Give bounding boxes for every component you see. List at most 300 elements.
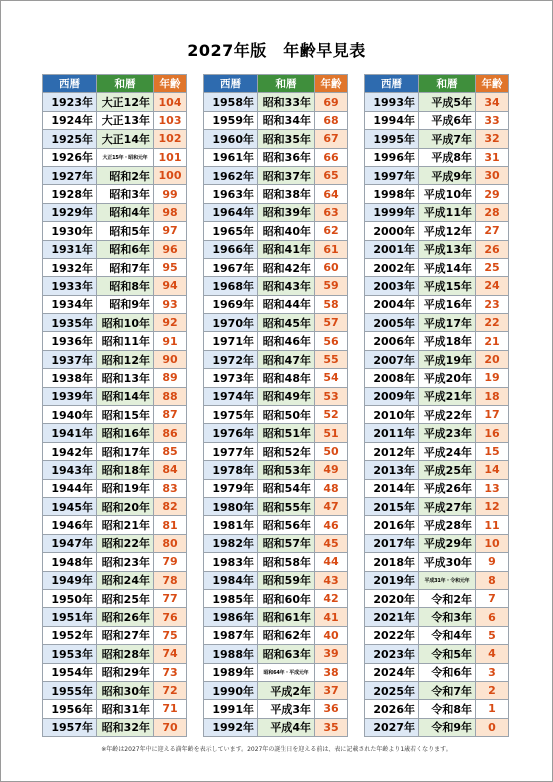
- western-year-cell: 2014年: [365, 479, 419, 497]
- japanese-era-cell: 平成4年: [258, 718, 315, 736]
- table-row: [204, 369, 348, 387]
- table-row: [43, 111, 187, 129]
- table-row: [365, 461, 509, 479]
- japanese-era-cell: 平成19年: [419, 350, 476, 368]
- japanese-era-cell: 昭和4年: [97, 203, 154, 221]
- western-year-cell: 2004年: [365, 295, 419, 313]
- japanese-era-cell: 昭和41年: [258, 240, 315, 258]
- age-cell: 24: [476, 277, 509, 295]
- western-year-cell: 1977年: [204, 442, 258, 460]
- age-cell: 27: [476, 222, 509, 240]
- western-year-cell: 1946年: [43, 516, 97, 534]
- age-cell: 12: [476, 497, 509, 515]
- table-row: [43, 626, 187, 644]
- western-year-cell: 1964年: [204, 203, 258, 221]
- japanese-era-cell: 令和8年: [419, 700, 476, 718]
- western-year-cell: 1985年: [204, 589, 258, 607]
- japanese-era-cell: 昭和11年: [97, 332, 154, 350]
- age-cell: 14: [476, 461, 509, 479]
- table-row: [204, 608, 348, 626]
- japanese-era-cell: 平成15年: [419, 277, 476, 295]
- japanese-era-cell: 昭和16年: [97, 424, 154, 442]
- western-year-cell: 2024年: [365, 663, 419, 681]
- age-cell: 17: [476, 406, 509, 424]
- table-row: [43, 718, 187, 736]
- age-cell: 58: [315, 295, 348, 313]
- japanese-era-cell: 昭和62年: [258, 626, 315, 644]
- japanese-era-cell: 昭和15年: [97, 406, 154, 424]
- japanese-era-cell: 昭和22年: [97, 534, 154, 552]
- western-year-cell: 1965年: [204, 222, 258, 240]
- table-row: [204, 424, 348, 442]
- table-row: [204, 516, 348, 534]
- japanese-era-cell: 昭和21年: [97, 516, 154, 534]
- table-row: [365, 240, 509, 258]
- western-year-cell: 1923年: [43, 93, 97, 111]
- japanese-era-cell: 令和9年: [419, 718, 476, 736]
- table-row: [204, 645, 348, 663]
- age-cell: 94: [154, 277, 187, 295]
- japanese-era-cell: 昭和50年: [258, 406, 315, 424]
- table-row: [43, 461, 187, 479]
- western-year-cell: 2003年: [365, 277, 419, 295]
- western-year-cell: 2015年: [365, 497, 419, 515]
- japanese-era-cell: 昭和37年: [258, 166, 315, 184]
- age-cell: 35: [315, 718, 348, 736]
- table-row: [365, 663, 509, 681]
- table-row: [204, 148, 348, 166]
- western-year-cell: 2022年: [365, 626, 419, 644]
- table-row: [204, 553, 348, 571]
- age-cell: 96: [154, 240, 187, 258]
- age-cell: 18: [476, 387, 509, 405]
- table-row: [43, 387, 187, 405]
- age-cell: 64: [315, 185, 348, 203]
- western-year-cell: 1926年: [43, 148, 97, 166]
- table-row: [204, 626, 348, 644]
- japanese-era-cell: 昭和34年: [258, 111, 315, 129]
- western-year-cell: 2019年: [365, 571, 419, 589]
- age-cell: 74: [154, 645, 187, 663]
- japanese-era-cell: 昭和27年: [97, 626, 154, 644]
- age-cell: 100: [154, 166, 187, 184]
- age-cell: 91: [154, 332, 187, 350]
- japanese-era-cell: 昭和44年: [258, 295, 315, 313]
- header-western-year: 西暦: [365, 75, 419, 93]
- table-row: [204, 718, 348, 736]
- japanese-era-cell: 昭和36年: [258, 148, 315, 166]
- western-year-cell: 1949年: [43, 571, 97, 589]
- header-age: 年齢: [476, 75, 509, 93]
- table-row: [204, 387, 348, 405]
- table-row: [365, 571, 509, 589]
- table-row: [365, 442, 509, 460]
- age-cell: 29: [476, 185, 509, 203]
- table-row: [365, 148, 509, 166]
- western-year-cell: 1987年: [204, 626, 258, 644]
- age-cell: 51: [315, 424, 348, 442]
- age-cell: 11: [476, 516, 509, 534]
- header-age: 年齢: [154, 75, 187, 93]
- table-row: [43, 148, 187, 166]
- western-year-cell: 2001年: [365, 240, 419, 258]
- western-year-cell: 2010年: [365, 406, 419, 424]
- western-year-cell: 1996年: [365, 148, 419, 166]
- age-cell: 32: [476, 130, 509, 148]
- header-age: 年齢: [315, 75, 348, 93]
- table-row: [43, 332, 187, 350]
- japanese-era-cell: 昭和49年: [258, 387, 315, 405]
- table-row: [204, 258, 348, 276]
- western-year-cell: 1937年: [43, 350, 97, 368]
- western-year-cell: 1956年: [43, 700, 97, 718]
- age-cell: 1: [476, 700, 509, 718]
- age-cell: 30: [476, 166, 509, 184]
- age-cell: 2: [476, 681, 509, 699]
- table-row: [365, 350, 509, 368]
- age-cell: 59: [315, 277, 348, 295]
- japanese-era-cell: 平成16年: [419, 295, 476, 313]
- japanese-era-cell: 平成21年: [419, 387, 476, 405]
- age-cell: 8: [476, 571, 509, 589]
- age-cell: 9: [476, 553, 509, 571]
- age-cell: 10: [476, 534, 509, 552]
- japanese-era-cell: 昭和61年: [258, 608, 315, 626]
- table-row: [43, 516, 187, 534]
- table-row: [43, 497, 187, 515]
- western-year-cell: 1961年: [204, 148, 258, 166]
- western-year-cell: 1963年: [204, 185, 258, 203]
- western-year-cell: 2021年: [365, 608, 419, 626]
- age-table-2: [203, 74, 348, 737]
- japanese-era-cell: 平成23年: [419, 424, 476, 442]
- japanese-era-cell: 昭和7年: [97, 258, 154, 276]
- western-year-cell: 1993年: [365, 93, 419, 111]
- japanese-era-cell: 昭和45年: [258, 314, 315, 332]
- japanese-era-cell: 昭和8年: [97, 277, 154, 295]
- age-cell: 42: [315, 589, 348, 607]
- table-row: [43, 571, 187, 589]
- age-cell: 78: [154, 571, 187, 589]
- table-row: [43, 700, 187, 718]
- japanese-era-cell: 平成8年: [419, 148, 476, 166]
- table-row: [365, 130, 509, 148]
- table-row: [43, 442, 187, 460]
- japanese-era-cell: 昭和18年: [97, 461, 154, 479]
- age-cell: 87: [154, 406, 187, 424]
- table-row: [43, 130, 187, 148]
- japanese-era-cell: 昭和14年: [97, 387, 154, 405]
- western-year-cell: 1988年: [204, 645, 258, 663]
- western-year-cell: 1979年: [204, 479, 258, 497]
- age-cell: 0: [476, 718, 509, 736]
- age-cell: 75: [154, 626, 187, 644]
- japanese-era-cell: 昭和30年: [97, 681, 154, 699]
- header-western-year: 西暦: [204, 75, 258, 93]
- japanese-era-cell: 昭和9年: [97, 295, 154, 313]
- table-row: [43, 369, 187, 387]
- japanese-era-cell: 昭和12年: [97, 350, 154, 368]
- age-table-3: [364, 74, 509, 737]
- table-row: [204, 663, 348, 681]
- western-year-cell: 1934年: [43, 295, 97, 313]
- japanese-era-cell: 平成30年: [419, 553, 476, 571]
- japanese-era-cell: 昭和24年: [97, 571, 154, 589]
- age-cell: 40: [315, 626, 348, 644]
- western-year-cell: 1994年: [365, 111, 419, 129]
- table-row: [365, 185, 509, 203]
- western-year-cell: 2013年: [365, 461, 419, 479]
- japanese-era-cell: 平成6年: [419, 111, 476, 129]
- table-row: [365, 387, 509, 405]
- japanese-era-cell: 平成7年: [419, 130, 476, 148]
- japanese-era-cell: 平成2年: [258, 681, 315, 699]
- age-cell: 62: [315, 222, 348, 240]
- japanese-era-cell: 昭和63年: [258, 645, 315, 663]
- age-cell: 43: [315, 571, 348, 589]
- japanese-era-cell: 昭和52年: [258, 442, 315, 460]
- western-year-cell: 1929年: [43, 203, 97, 221]
- table-row: [204, 240, 348, 258]
- western-year-cell: 1938年: [43, 369, 97, 387]
- western-year-cell: 1970年: [204, 314, 258, 332]
- age-cell: 70: [154, 718, 187, 736]
- japanese-era-cell: 大正12年: [97, 93, 154, 111]
- japanese-era-cell: 大正15年・昭和元年: [97, 148, 154, 166]
- age-cell: 44: [315, 553, 348, 571]
- japanese-era-cell: 昭和46年: [258, 332, 315, 350]
- age-cell: 67: [315, 130, 348, 148]
- japanese-era-cell: 平成5年: [419, 93, 476, 111]
- western-year-cell: 2011年: [365, 424, 419, 442]
- page-title: 2027年版 年齢早見表: [187, 41, 366, 60]
- japanese-era-cell: 令和2年: [419, 589, 476, 607]
- age-cell: 80: [154, 534, 187, 552]
- western-year-cell: 1936年: [43, 332, 97, 350]
- western-year-cell: 1971年: [204, 332, 258, 350]
- table-row: [365, 277, 509, 295]
- age-cell: 15: [476, 442, 509, 460]
- table-row: [365, 222, 509, 240]
- western-year-cell: 1995年: [365, 130, 419, 148]
- japanese-era-cell: 平成20年: [419, 369, 476, 387]
- western-year-cell: 2018年: [365, 553, 419, 571]
- japanese-era-cell: 昭和2年: [97, 166, 154, 184]
- age-cell: 101: [154, 148, 187, 166]
- age-cell: 60: [315, 258, 348, 276]
- age-cell: 99: [154, 185, 187, 203]
- western-year-cell: 1947年: [43, 534, 97, 552]
- table-row: [43, 645, 187, 663]
- age-cell: 26: [476, 240, 509, 258]
- age-cell: 16: [476, 424, 509, 442]
- western-year-cell: 1973年: [204, 369, 258, 387]
- japanese-era-cell: 昭和42年: [258, 258, 315, 276]
- table-row: [43, 93, 187, 111]
- japanese-era-cell: 平成3年: [258, 700, 315, 718]
- age-cell: 39: [315, 645, 348, 663]
- age-cell: 33: [476, 111, 509, 129]
- western-year-cell: 1982年: [204, 534, 258, 552]
- japanese-era-cell: 昭和23年: [97, 553, 154, 571]
- table-row: [204, 571, 348, 589]
- japanese-era-cell: 昭和13年: [97, 369, 154, 387]
- japanese-era-cell: 昭和26年: [97, 608, 154, 626]
- western-year-cell: 1972年: [204, 350, 258, 368]
- western-year-cell: 1984年: [204, 571, 258, 589]
- western-year-cell: 2009年: [365, 387, 419, 405]
- age-cell: 63: [315, 203, 348, 221]
- table-row: [365, 111, 509, 129]
- japanese-era-cell: 昭和6年: [97, 240, 154, 258]
- western-year-cell: 1989年: [204, 663, 258, 681]
- age-cell: 71: [154, 700, 187, 718]
- table-row: [204, 406, 348, 424]
- age-cell: 90: [154, 350, 187, 368]
- table-row: [365, 203, 509, 221]
- age-cell: 65: [315, 166, 348, 184]
- western-year-cell: 1948年: [43, 553, 97, 571]
- japanese-era-cell: 昭和20年: [97, 497, 154, 515]
- table-row: [204, 497, 348, 515]
- western-year-cell: 2012年: [365, 442, 419, 460]
- age-cell: 6: [476, 608, 509, 626]
- age-cell: 82: [154, 497, 187, 515]
- western-year-cell: 1998年: [365, 185, 419, 203]
- western-year-cell: 2026年: [365, 700, 419, 718]
- age-cell: 38: [315, 663, 348, 681]
- age-table-1: [42, 74, 187, 737]
- western-year-cell: 2020年: [365, 589, 419, 607]
- table-row: [204, 277, 348, 295]
- age-cell: 5: [476, 626, 509, 644]
- japanese-era-cell: 平成29年: [419, 534, 476, 552]
- western-year-cell: 1925年: [43, 130, 97, 148]
- table-row: [365, 700, 509, 718]
- japanese-era-cell: 平成12年: [419, 222, 476, 240]
- japanese-era-cell: 令和7年: [419, 681, 476, 699]
- western-year-cell: 1967年: [204, 258, 258, 276]
- age-cell: 36: [315, 700, 348, 718]
- western-year-cell: 1932年: [43, 258, 97, 276]
- western-year-cell: 1954年: [43, 663, 97, 681]
- age-cell: 89: [154, 369, 187, 387]
- table-row: [365, 332, 509, 350]
- western-year-cell: 1999年: [365, 203, 419, 221]
- table-row: [365, 645, 509, 663]
- age-cell: 23: [476, 295, 509, 313]
- western-year-cell: 1958年: [204, 93, 258, 111]
- age-cell: 103: [154, 111, 187, 129]
- western-year-cell: 1943年: [43, 461, 97, 479]
- table-row: [204, 166, 348, 184]
- age-cell: 3: [476, 663, 509, 681]
- japanese-era-cell: 昭和55年: [258, 497, 315, 515]
- table-row: [365, 258, 509, 276]
- western-year-cell: 2006年: [365, 332, 419, 350]
- japanese-era-cell: 平成24年: [419, 442, 476, 460]
- table-row: [365, 497, 509, 515]
- table-row: [43, 350, 187, 368]
- age-cell: 57: [315, 314, 348, 332]
- japanese-era-cell: 昭和3年: [97, 185, 154, 203]
- table-row: [43, 166, 187, 184]
- western-year-cell: 1950年: [43, 589, 97, 607]
- western-year-cell: 2000年: [365, 222, 419, 240]
- japanese-era-cell: 昭和40年: [258, 222, 315, 240]
- age-cell: 88: [154, 387, 187, 405]
- western-year-cell: 1931年: [43, 240, 97, 258]
- western-year-cell: 1991年: [204, 700, 258, 718]
- japanese-era-cell: 昭和57年: [258, 534, 315, 552]
- japanese-era-cell: 令和3年: [419, 608, 476, 626]
- table-row: [204, 461, 348, 479]
- table-row: [43, 240, 187, 258]
- header-western-year: 西暦: [43, 75, 97, 93]
- table-row: [204, 222, 348, 240]
- western-year-cell: 2002年: [365, 258, 419, 276]
- age-cell: 54: [315, 369, 348, 387]
- age-cell: 68: [315, 111, 348, 129]
- age-cell: 34: [476, 93, 509, 111]
- table-row: [365, 626, 509, 644]
- japanese-era-cell: 昭和43年: [258, 277, 315, 295]
- header-japanese-era: 和暦: [97, 75, 154, 93]
- western-year-cell: 2027年: [365, 718, 419, 736]
- age-cell: 83: [154, 479, 187, 497]
- western-year-cell: 1952年: [43, 626, 97, 644]
- japanese-era-cell: 昭和10年: [97, 314, 154, 332]
- japanese-era-cell: 昭和38年: [258, 185, 315, 203]
- age-cell: 19: [476, 369, 509, 387]
- japanese-era-cell: 平成14年: [419, 258, 476, 276]
- age-cell: 73: [154, 663, 187, 681]
- table-row: [365, 516, 509, 534]
- japanese-era-cell: 昭和58年: [258, 553, 315, 571]
- table-row: [365, 479, 509, 497]
- table-row: [43, 534, 187, 552]
- western-year-cell: 1992年: [204, 718, 258, 736]
- age-cell: 49: [315, 461, 348, 479]
- table-row: [43, 203, 187, 221]
- table-row: [204, 534, 348, 552]
- japanese-era-cell: 平成17年: [419, 314, 476, 332]
- japanese-era-cell: 大正14年: [97, 130, 154, 148]
- table-row: [204, 350, 348, 368]
- age-cell: 4: [476, 645, 509, 663]
- table-row: [204, 681, 348, 699]
- western-year-cell: 1974年: [204, 387, 258, 405]
- japanese-era-cell: 昭和28年: [97, 645, 154, 663]
- western-year-cell: 1990年: [204, 681, 258, 699]
- table-row: [365, 608, 509, 626]
- western-year-cell: 1986年: [204, 608, 258, 626]
- western-year-cell: 1981年: [204, 516, 258, 534]
- table-row: [204, 442, 348, 460]
- age-cell: 97: [154, 222, 187, 240]
- western-year-cell: 1983年: [204, 553, 258, 571]
- japanese-era-cell: 令和4年: [419, 626, 476, 644]
- western-year-cell: 1957年: [43, 718, 97, 736]
- table-row: [204, 130, 348, 148]
- age-cell: 28: [476, 203, 509, 221]
- japanese-era-cell: 平成11年: [419, 203, 476, 221]
- age-cell: 50: [315, 442, 348, 460]
- age-cell: 93: [154, 295, 187, 313]
- table-row: [43, 222, 187, 240]
- table-row: [204, 332, 348, 350]
- table-row: [43, 424, 187, 442]
